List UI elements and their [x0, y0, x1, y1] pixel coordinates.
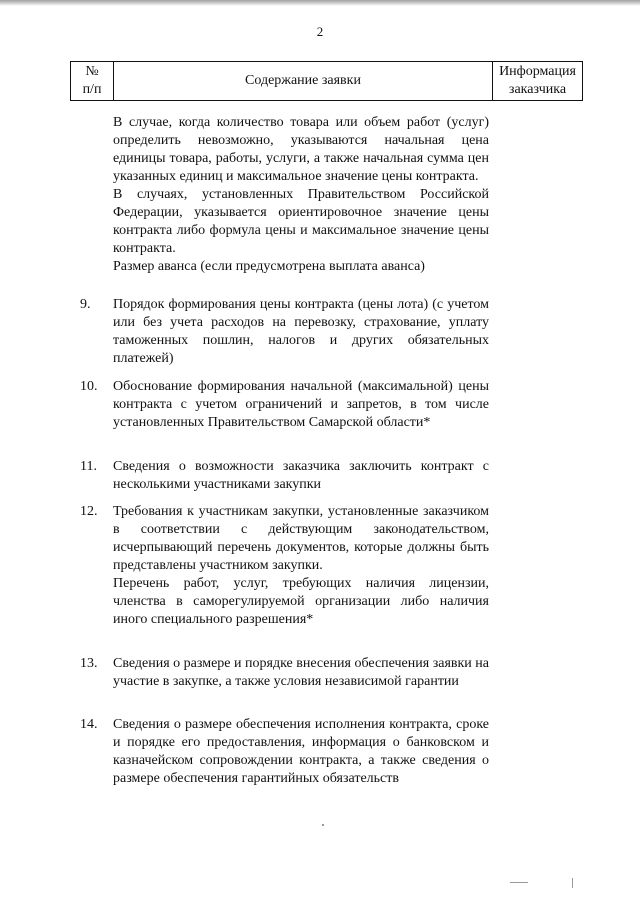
paragraph: В случае, когда количество товара или объем работ (услуг) определить невозможно, указываются начальная цена единицы товара, работы, услуги, а также начальная сумма цен указанных единиц и максимальное значение цены контракта. — [113, 115, 489, 184]
header-number-cell: № п/п — [71, 62, 114, 101]
table-header — [70, 61, 583, 101]
item-number: 11. — [80, 459, 97, 474]
item-number: 14. — [80, 717, 98, 732]
header-info-cell: Информация заказчика — [493, 62, 583, 101]
item-number: 12. — [80, 504, 98, 519]
paragraph: Сведения о размере обеспечения исполнения контракта, сроке и порядке его предоставления, информация о банковском и казначейском сопровождении контракта, а также сведения о размере обеспечения гарантийных обязательств — [113, 717, 489, 786]
item-number: 10. — [80, 379, 98, 394]
scan-speck — [322, 824, 324, 826]
paragraph: Требования к участникам закупки, установленные заказчиком в соответствии с действующим законодательством, исчерпывающий перечень документов, которые должны быть представлены участником закупки. — [113, 504, 489, 573]
paragraph: В случаях, установленных Правительством Российской Федерации, указывается ориентировочное значение цены контракта либо формула цены и максимальное значение цены контракта. — [113, 187, 489, 256]
item-number: 13. — [80, 656, 98, 671]
paragraph: Порядок формирования цены контракта (цены лота) (с учетом или без учета расходов на перевозку, страхование, уплату таможенных пошлин, налогов и других обязательных платежей) — [113, 297, 489, 366]
paragraph: Сведения о размере и порядке внесения обеспечения заявки на участие в закупке, а также условия независимой гарантии — [113, 656, 489, 689]
scan-edge — [0, 0, 640, 6]
scan-speck — [572, 878, 573, 888]
paragraph: Сведения о возможности заказчика заключить контракт с несколькими участниками закупки — [113, 459, 489, 492]
item-number: 9. — [80, 297, 91, 312]
paragraph: Обоснование формирования начальной (максимальной) цены контракта с учетом ограничений и запретов, в том числе установленных Правительством Самарской области* — [113, 379, 489, 430]
page-number: 2 — [316, 24, 324, 39]
paragraph: Перечень работ, услуг, требующих наличия лицензии, членства в саморегулируемой организации либо наличия иного специального разрешения* — [113, 576, 489, 627]
paragraph: Размер аванса (если предусмотрена выплата аванса) — [113, 259, 425, 274]
header-content-cell: Содержание заявки — [114, 62, 493, 101]
scan-speck — [510, 882, 528, 883]
